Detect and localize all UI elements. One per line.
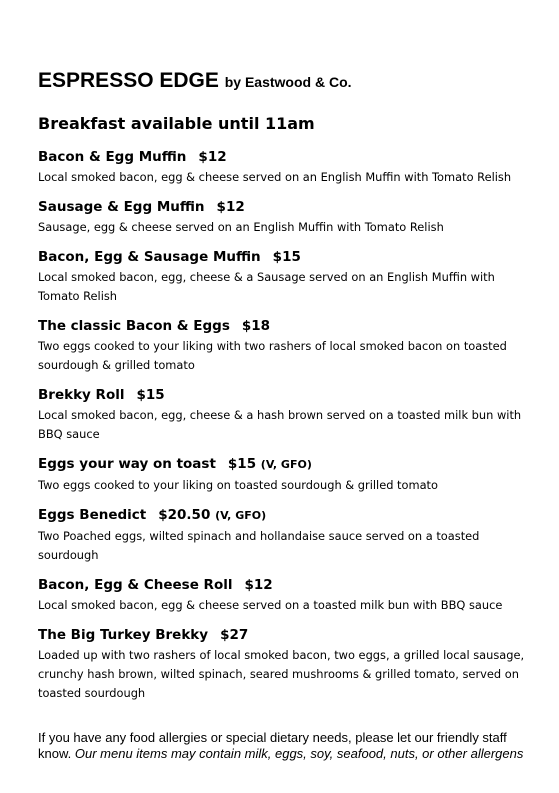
menu-item-description: Loaded up with two rashers of local smoked bacon, two eggs, a grilled local sausage, crunchy hash brown, wilted spinach, seared mushrooms & grilled tomato, served on toasted sourdough [38, 648, 525, 700]
menu-item-name: Sausage & Egg Muffin [38, 199, 205, 215]
menu-item-price: $15 [136, 387, 165, 403]
menu-item-description: Local smoked bacon, egg, cheese & a Sausage served on an English Muffin with Tomato Relish [38, 270, 495, 303]
menu-item-header [38, 575, 528, 595]
menu-item-description: Two eggs cooked to your liking on toasted sourdough & grilled tomato [38, 478, 438, 492]
menu-item [38, 575, 528, 615]
menu-item [38, 454, 528, 495]
menu-item-price: $27 [220, 627, 249, 643]
allergy-notice-italic: Our menu items may contain milk, eggs, soy, seafood, nuts, or other allergens [74, 745, 524, 761]
menu-item-price: $12 [244, 577, 273, 593]
menu-item-name: The Big Turkey Brekky [38, 627, 209, 643]
menu-item-description: Two Poached eggs, wilted spinach and hollandaise sauce served on a toasted sourdough [38, 529, 480, 562]
menu-item-price: $12 [198, 149, 227, 165]
menu-item-price: $15 [227, 456, 257, 472]
menu-item-name: Eggs Benedict [38, 507, 147, 523]
menu-item-name: Brekky Roll [38, 387, 125, 403]
menu-item-header [38, 625, 528, 645]
menu-item [38, 147, 528, 187]
menu-item-header [38, 385, 528, 405]
menu-item-header [38, 147, 528, 167]
menu-item [38, 505, 528, 565]
menu-item [38, 197, 528, 237]
menu-item [38, 247, 528, 306]
menu-item-dietary-tags: (V, GFO) [260, 458, 312, 471]
menu-item-name: Eggs your way on toast [38, 456, 216, 472]
menu-item-description: Sausage, egg & cheese served on an English Muffin with Tomato Relish [38, 220, 444, 234]
section-title: Breakfast available until 11am [38, 114, 315, 133]
menu-item-header [38, 505, 528, 526]
menu-item-dietary-tags: (V, GFO) [215, 509, 267, 522]
menu-item [38, 385, 528, 444]
menu-item-price: $18 [241, 318, 271, 334]
menu-item-name: Bacon, Egg & Sausage Muffin [38, 249, 261, 265]
menu-item-price: $15 [272, 249, 301, 265]
menu-item-description: Local smoked bacon, egg & cheese served on a toasted milk bun with BBQ sauce [38, 598, 503, 612]
brand-name: ESPRESSO EDGE [38, 69, 219, 92]
menu-item-name: Bacon, Egg & Cheese Roll [38, 577, 233, 593]
menu-item [38, 625, 528, 703]
menu-item-description: Local smoked bacon, egg & cheese served on an English Muffin with Tomato Relish [38, 170, 512, 184]
menu-item-description: Local smoked bacon, egg, cheese & a hash brown served on a toasted milk bun with BBQ sauce [38, 408, 522, 441]
menu-item-name: Bacon & Egg Muffin [38, 149, 187, 165]
brand-byline: by Eastwood & Co. [224, 74, 352, 90]
allergy-notice-text: If you have any food allergies or special dietary needs, please let our friendly staff know. [38, 730, 507, 761]
menu-item-price: $20.50 [158, 507, 211, 523]
menu-page [38, 68, 528, 713]
allergy-notice [38, 730, 526, 761]
menu-list [38, 147, 528, 703]
menu-item-header [38, 197, 528, 217]
menu-item-header [38, 247, 528, 267]
brand-title [38, 68, 528, 95]
menu-item-header [38, 316, 528, 336]
menu-item-description: Two eggs cooked to your liking with two rashers of local smoked bacon on toasted sourdough & grilled tomato [38, 339, 507, 372]
menu-item-name: The classic Bacon & Eggs [38, 318, 230, 334]
menu-item [38, 316, 528, 375]
menu-item-header [38, 454, 528, 475]
menu-item-price: $12 [216, 199, 245, 215]
